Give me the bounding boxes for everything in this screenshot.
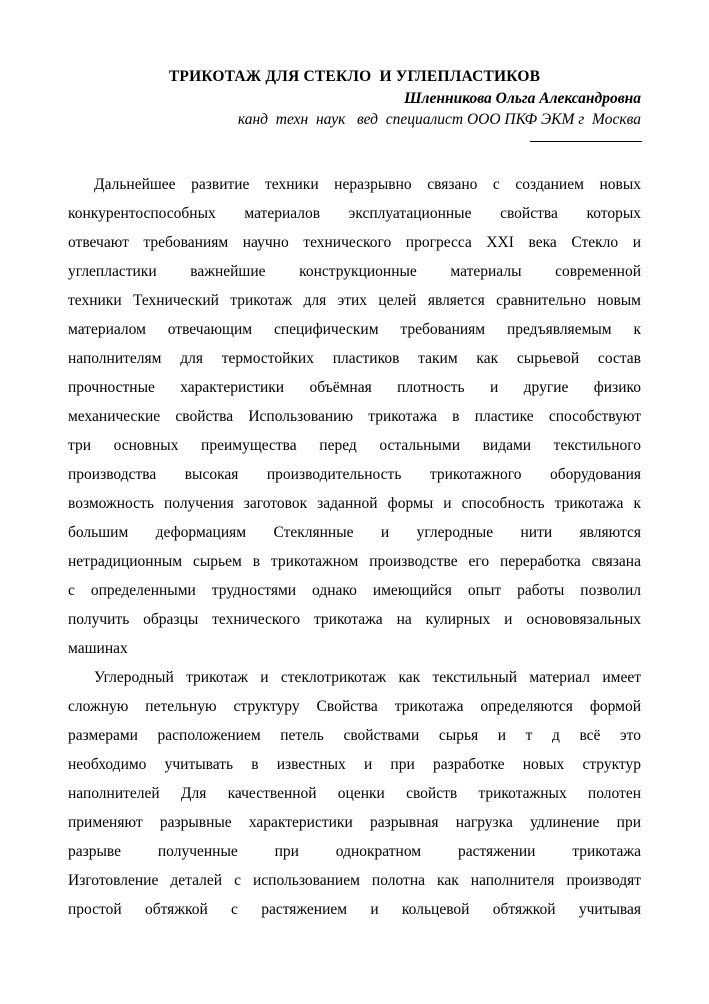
paragraph-1 xyxy=(68,170,641,663)
text-line: простой обтяжкой с растяжением и кольцевой обтяжкой учитывая xyxy=(68,901,641,918)
text-line: механические свойства Использованию трикотажа в пластике способствуют xyxy=(68,408,641,425)
text-line: Углеродный трикотаж и стеклотрикотаж как текстильный материал имеет xyxy=(94,669,641,686)
text-line: машинах xyxy=(68,640,128,657)
text-line: Дальнейшее развитие техники неразрывно связано с созданием новых xyxy=(94,176,641,193)
text-line: наполнителям для термостойких пластиков таким как сырьевой состав xyxy=(68,350,641,367)
text-line: большим деформациям Стеклянные и углеродные нити являются xyxy=(68,524,641,541)
paper-title: ТРИКОТАЖ ДЛЯ СТЕКЛО И УГЛЕПЛАСТИКОВ xyxy=(168,68,541,85)
text-line: производства высокая производительность трикотажного оборудования xyxy=(68,466,641,483)
text-line: конкурентоспособных материалов эксплуатационные свойства которых xyxy=(68,205,641,222)
body-text xyxy=(68,170,641,924)
text-line: нетрадиционным сырьем в трикотажном производстве его переработка связана xyxy=(68,553,641,570)
text-line: возможность получения заготовок заданной формы и способность трикотажа к xyxy=(68,495,641,512)
author-name: Шленникова Ольга Александровна xyxy=(404,90,641,107)
text-line: прочностные характеристики объёмная плотность и другие физико xyxy=(68,379,641,396)
author-affiliation: канд техн наук вед специалист ООО ПКФ ЭКМ г Москва xyxy=(237,111,641,128)
text-line: углепластики важнейшие конструкционные материалы современной xyxy=(68,263,641,280)
text-line: применяют разрывные характеристики разрывная нагрузка удлинение при xyxy=(68,814,641,831)
text-line: с определенными трудностями однако имеющийся опыт работы позволил xyxy=(68,582,641,599)
text-line: техники Технический трикотаж для этих целей является сравнительно новым xyxy=(68,292,641,309)
text-line: необходимо учитывать в известных и при разработке новых структур xyxy=(68,756,641,773)
text-line: разрыве полученные при однократном растяжении трикотажа xyxy=(68,843,641,860)
text-line: отвечают требованиям научно технического прогресса XXI века Стекло и xyxy=(68,234,641,251)
text-line: три основных преимущества перед остальными видами текстильного xyxy=(68,437,641,454)
paragraph-2 xyxy=(68,663,641,924)
header-divider xyxy=(530,141,642,142)
text-line: Изготовление деталей с использованием полотна как наполнителя производят xyxy=(68,872,641,889)
text-line: сложную петельную структуру Свойства трикотажа определяются формой xyxy=(68,698,641,715)
text-line: получить образцы технического трикотажа на кулирных и основовязальных xyxy=(68,611,641,628)
text-line: наполнителей Для качественной оценки свойств трикотажных полотен xyxy=(68,785,641,802)
text-line: размерами расположением петель свойствами сырья и т д всё это xyxy=(68,727,641,744)
text-line: материалом отвечающим специфическим требованиям предъявляемым к xyxy=(68,321,641,338)
